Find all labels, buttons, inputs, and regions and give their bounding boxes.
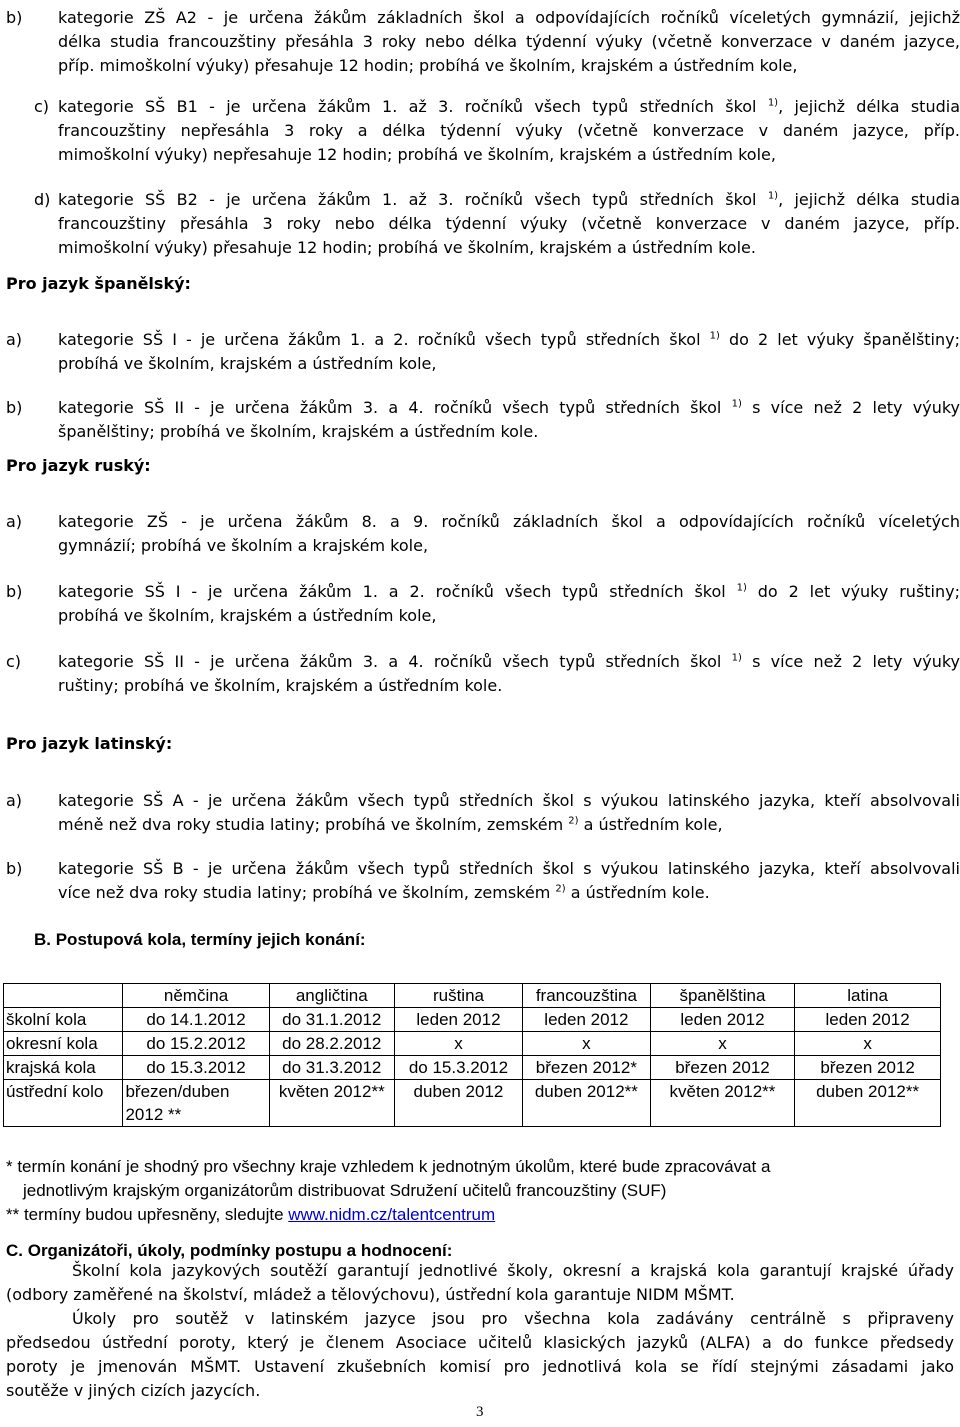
table-header-cell: angličtina [269, 984, 394, 1008]
table-row-label: školní kola [4, 1008, 123, 1032]
table-cell: do 15.3.2012 [123, 1056, 269, 1080]
table-cell: březen 2012 [650, 1056, 794, 1080]
list-item-french-d: d) kategorie SŠ B2 - je určena žákům 1. až 3. ročníků všech typů středních škol $^{1)}$, jejichž délka studia francouzštiny přesáhla 3 roky nebo délka týdenní výuky (včetně konverzace v daném jazyce, příp. mimoškolní výuky) přesahuje 12 hodin; probíhá ve školním, krajském a ústředním kole. [34, 190, 960, 257]
table-header-cell [4, 984, 123, 1008]
footnote-single-star: * termín konání je shodný pro všechny kraje vzhledem k jednotným úkolům, které bude zpracovávat a jednotlivým krajským organizátorům distribuovat Sdružení učitelů francouzštiny (SUF) [6, 1157, 771, 1200]
table-row [4, 1056, 941, 1080]
table-cell: do 31.1.2012 [269, 1008, 394, 1032]
table-cell: do 15.3.2012 [394, 1056, 522, 1080]
table-cell: leden 2012 [394, 1008, 522, 1032]
table-cell: x [394, 1032, 522, 1056]
footnote-double-star: ** termíny budou upřesněny, sledujte www.nidm.cz/talentcentrum [6, 1205, 496, 1224]
table-cell: leden 2012 [650, 1008, 794, 1032]
list-item-spanish-b: b) kategorie SŠ II - je určena žákům 3. a 4. ročníků všech typů středních škol $^{1)}$ s více než 2 lety výuky španělštiny; probíhá ve školním, krajském a ústředním kole. [6, 398, 960, 441]
table-header-row [4, 984, 941, 1008]
table-cell: do 14.1.2012 [123, 1008, 269, 1032]
table-header-cell: němčina [123, 984, 269, 1008]
table-cell: duben 2012** [795, 1080, 941, 1127]
table-header-cell: ruština [394, 984, 522, 1008]
heading-section-b: B. Postupová kola, termíny jejich konání: [34, 930, 366, 949]
heading-spanish: Pro jazyk španělský: [6, 274, 191, 293]
table-cell: březen/duben 2012 ** [123, 1080, 269, 1127]
table-cell: x [650, 1032, 794, 1056]
table-cell: leden 2012 [523, 1008, 651, 1032]
paragraph-c1: Školní kola jazykových soutěží garantují jednotlivé školy, okresní a krajská kola garantují krajské úřady (odbory zaměřené na školství, mládež a tělovýchovu), ústřední kola garantuje NIDM MŠMT. [6, 1261, 954, 1304]
page-number: 3 [476, 1404, 484, 1420]
heading-latin: Pro jazyk latinský: [6, 734, 173, 753]
table-cell: do 28.2.2012 [269, 1032, 394, 1056]
table-cell: do 15.2.2012 [123, 1032, 269, 1056]
table-cell: duben 2012** [523, 1080, 651, 1127]
table-row-label: ústřední kolo [4, 1080, 123, 1127]
schedule-table [3, 983, 941, 1127]
table-cell: květen 2012** [650, 1080, 794, 1127]
list-item-latin-a: a) kategorie SŠ A - je určena žákům všech typů středních škol s výukou latinského jazyka, kteří absolvovali méně než dva roky studia latiny; probíhá ve školním, zemském $^{2)}$ a ústředním kole, [6, 791, 960, 834]
list-item-russian-c: c) kategorie SŠ II - je určena žákům 3. a 4. ročníků všech typů středních škol $^{1)}$ s více než 2 lety výuky ruštiny; probíhá ve školním, krajském a ústředním kole. [6, 652, 960, 695]
talentcentrum-link[interactable]: www.nidm.cz/talentcentrum [288, 1205, 496, 1224]
heading-section-c: C. Organizátoři, úkoly, podmínky postupu a hodnocení: [6, 1241, 453, 1260]
table-cell: březen 2012 [795, 1056, 941, 1080]
table-row [4, 1080, 941, 1127]
list-item-russian-b: b) kategorie SŠ I - je určena žákům 1. a 2. ročníků všech typů středních škol $^{1)}$ do 2 let výuky ruštiny; probíhá ve školním, krajském a ústředním kole, [6, 582, 960, 625]
table-cell: duben 2012 [394, 1080, 522, 1127]
table-header-cell: španělština [650, 984, 794, 1008]
list-item-spanish-a: a) kategorie SŠ I - je určena žákům 1. a 2. ročníků všech typů středních škol $^{1)}$ do 2 let výuky španělštiny; probíhá ve školním, krajském a ústředním kole, [6, 330, 960, 373]
heading-russian: Pro jazyk ruský: [6, 456, 151, 475]
table-cell: březen 2012* [523, 1056, 651, 1080]
table-header-cell: francouzština [523, 984, 651, 1008]
table-cell: leden 2012 [795, 1008, 941, 1032]
table-cell: x [795, 1032, 941, 1056]
list-item-french-c: c) kategorie SŠ B1 - je určena žákům 1. až 3. ročníků všech typů středních škol $^{1)}$, jejichž délka studia francouzštiny nepřesáhla 3 roky a délka týdenní výuky (včetně konverzace v daném jazyce, příp. mimoškolní výuky) nepřesahuje 12 hodin; probíhá ve školním, krajském a ústředním kole, [34, 97, 960, 164]
table-cell: x [523, 1032, 651, 1056]
table-row-label: krajská kola [4, 1056, 123, 1080]
table-row [4, 1008, 941, 1032]
table-header-cell: latina [795, 984, 941, 1008]
table-cell: do 31.3.2012 [269, 1056, 394, 1080]
table-row [4, 1032, 941, 1056]
table-cell: květen 2012** [269, 1080, 394, 1127]
paragraph-c2: Úkoly pro soutěž v latinském jazyce jsou pro všechna kola zadávány centrálně s připraveny předsedou ústřední poroty, který je členem Asociace učitelů klasických jazyků (ALFA) a do funkce předsedy poroty je jmenován MŠMT. Ustavení zkušebních komisí pro jednotlivá kola se řídí stejnými zásadami jako soutěže v jiných cizích jazycích. [6, 1309, 954, 1400]
list-item-french-b: b) kategorie ZŠ A2 - je určena žákům základních škol a odpovídajících ročníků víceletých gymnázií, jejichž délka studia francouzštiny přesáhla 3 roky nebo délka týdenní výuky (včetně konverzace v daném jazyce, příp. mimoškolní výuky) přesahuje 12 hodin; probíhá ve školním, krajském a ústředním kole, [6, 8, 960, 75]
list-item-latin-b: b) kategorie SŠ B - je určena žákům všech typů středních škol s výukou latinského jazyka, kteří absolvovali více než dva roky studia latiny; probíhá ve školním, zemském $^{2)}$ a ústředním kole. [6, 859, 960, 902]
list-item-russian-a: a) kategorie ZŠ - je určena žákům 8. a 9. ročníků základních škol a odpovídajících ročníků víceletých gymnázií; probíhá ve školním a krajském kole, [6, 512, 960, 555]
table-row-label: okresní kola [4, 1032, 123, 1056]
